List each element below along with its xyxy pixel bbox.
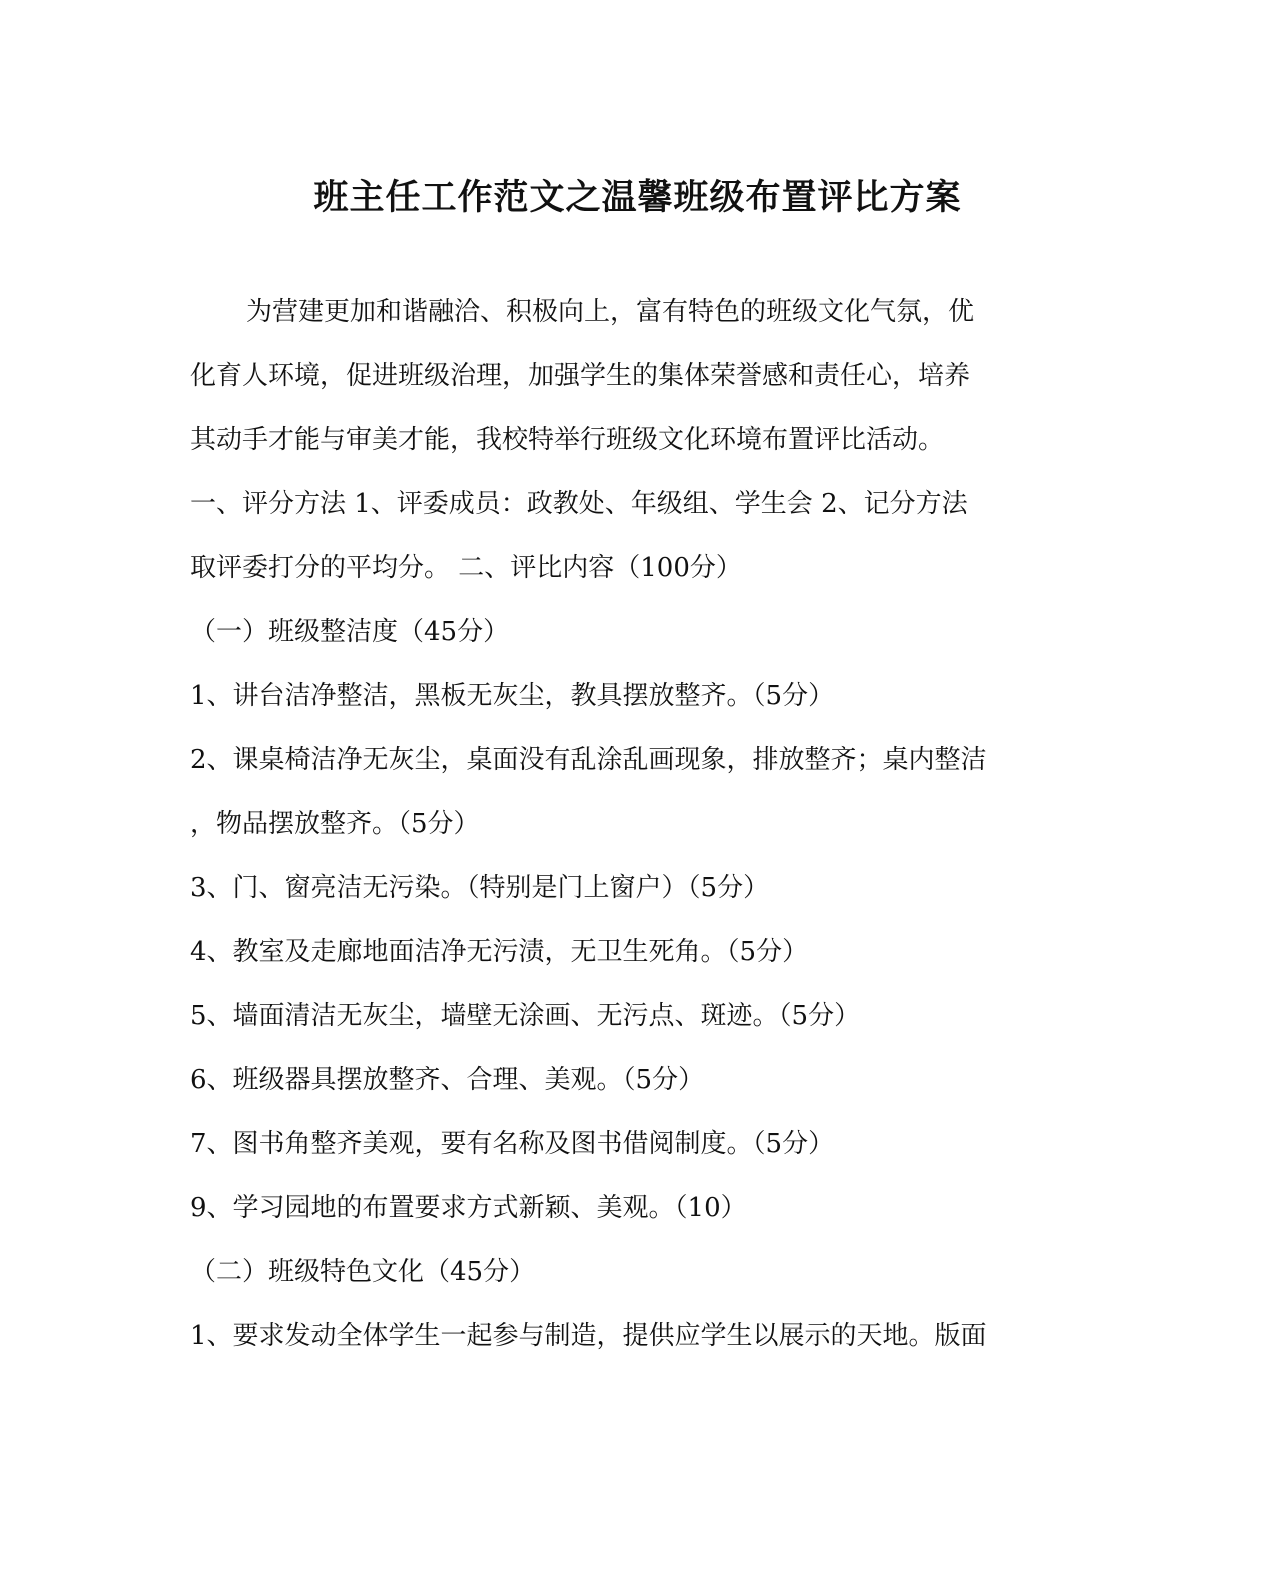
paragraph-line: 其动手才能与审美才能，我校特举行班级文化环境布置评比活动。	[190, 425, 945, 455]
section-heading: （一）班级整洁度（45分）	[190, 617, 510, 647]
document-body	[190, 280, 1070, 1368]
list-item: 9、学习园地的布置要求方式新颖、美观。（10）	[190, 1193, 747, 1223]
list-item-continuation: ，物品摆放整齐。（5分）	[190, 809, 480, 839]
list-item: 1、要求发动全体学生一起参与制造，提供应学生以展示的天地。版面	[190, 1321, 987, 1351]
paragraph-line: 化育人环境，促进班级治理，加强学生的集体荣誉感和责任心，培养	[190, 361, 971, 391]
document-title: 班主任工作范文之温馨班级布置评比方案	[313, 177, 962, 218]
paragraph-line: 取评委打分的平均分。 二、评比内容（100分）	[190, 553, 742, 583]
list-item: 6、班级器具摆放整齐、合理、美观。（5分）	[190, 1065, 705, 1095]
list-item: 5、墙面清洁无灰尘，墙壁无涂画、无污点、斑迹。（5分）	[190, 1001, 861, 1031]
list-item: 3、门、窗亮洁无污染。（特别是门上窗户）（5分）	[190, 873, 770, 903]
section-heading: （二）班级特色文化（45分）	[190, 1257, 536, 1287]
paragraph-line: 一、评分方法 1、评委成员：政教处、年级组、学生会 2、记分方法	[190, 489, 968, 519]
list-item: 4、教室及走廊地面洁净无污渍，无卫生死角。（5分）	[190, 937, 809, 967]
paragraph-line: 为营建更加和谐融洽、积极向上，富有特色的班级文化气氛，优	[246, 297, 975, 327]
list-item: 7、图书角整齐美观，要有名称及图书借阅制度。（5分）	[190, 1129, 835, 1159]
list-item: 1、讲台洁净整洁，黑板无灰尘，教具摆放整齐。（5分）	[190, 681, 835, 711]
list-item: 2、课桌椅洁净无灰尘，桌面没有乱涂乱画现象，排放整齐；桌内整洁	[190, 745, 987, 775]
